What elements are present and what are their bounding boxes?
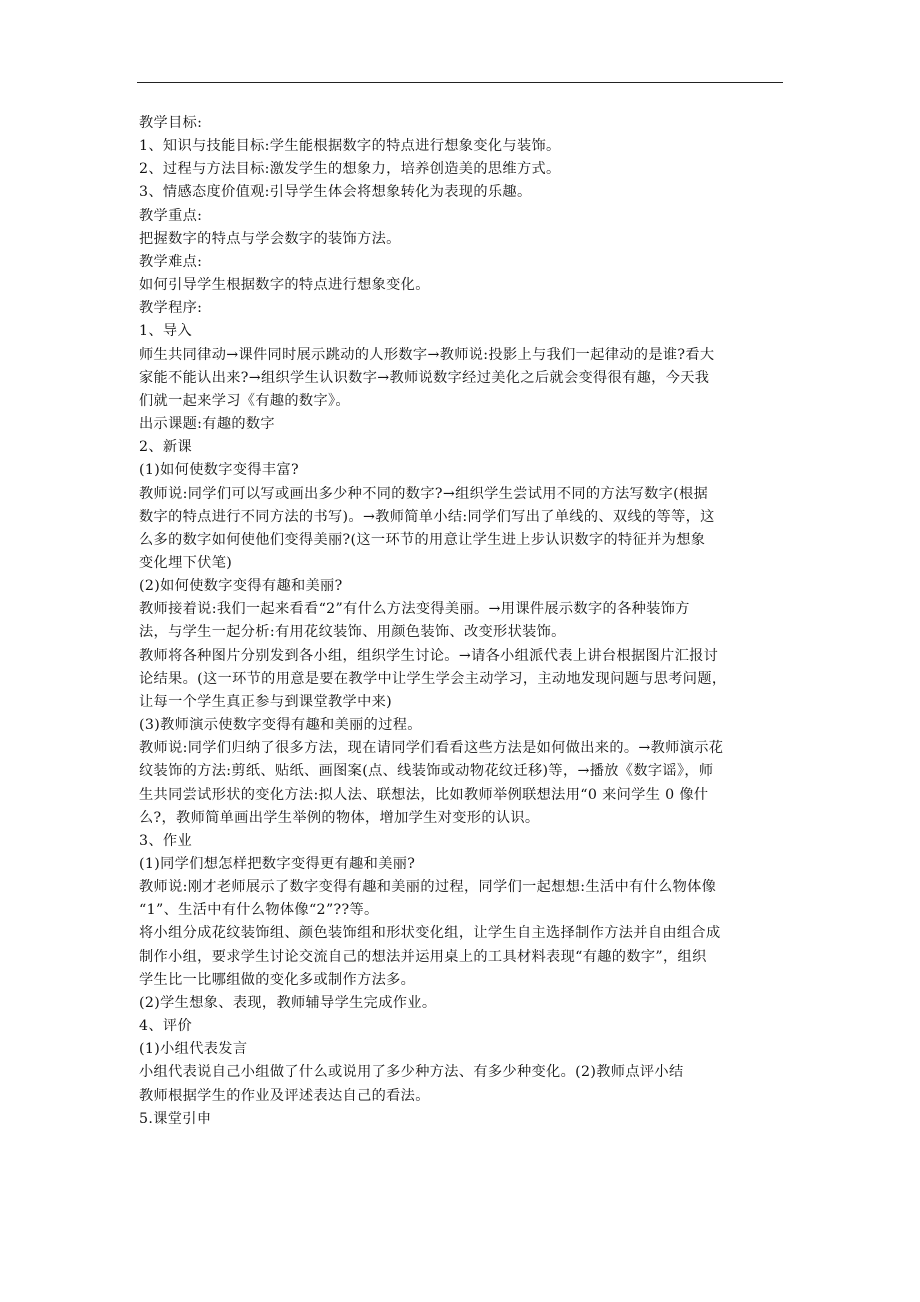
text-line: (2)如何使数字变得有趣和美丽?	[139, 578, 343, 595]
text-line: 把握数字的特点与学会数字的装饰方法。	[139, 230, 401, 247]
text-line: 1、知识与技能目标:学生能根据数字的特点进行想象变化与装饰。	[139, 138, 561, 155]
text-line: 将小组分成花纹装饰组、颜色装饰组和形状变化组，让学生自主选择制作方法并自由组合成	[139, 925, 721, 942]
text-line: 教师根据学生的作业及评述表达自己的看法。	[139, 1087, 430, 1104]
text-line: 如何引导学生根据数字的特点进行想象变化。	[139, 277, 430, 294]
text-line: 学生比一比哪组做的变化多或制作方法多。	[139, 971, 416, 988]
text-line: 教学重点:	[139, 207, 203, 224]
text-line: 教师说:刚才老师展示了数字变得有趣和美丽的过程，同学们一起想想:生活中有什么物体像	[139, 879, 717, 896]
text-line: 4、评价	[139, 1018, 192, 1035]
text-line: 家能不能认出来?→组织学生认识数字→教师说数字经过美化之后就会变得很有趣，今天我	[139, 369, 710, 386]
text-line: 教师说:同学们可以写或画出多少种不同的数字?→组织学生尝试用不同的方法写数字(根据	[139, 485, 709, 502]
text-line: 2、新课	[139, 439, 192, 456]
text-line: (3)教师演示使数字变得有趣和美丽的过程。	[139, 717, 422, 734]
text-line: 么?，教师简单画出学生举例的物体，增加学生对变形的认识。	[139, 809, 540, 826]
text-line: 教学程序:	[139, 300, 203, 317]
text-line: 教学难点:	[139, 253, 203, 270]
text-line: 制作小组，要求学生讨论交流自己的想法并运用桌上的工具材料表现“有趣的数字”，组织	[139, 948, 707, 965]
text-line: 师生共同律动→课件同时展示跳动的人形数字→教师说:投影上与我们一起律动的是谁?看大	[139, 346, 715, 363]
text-line: (2)学生想象、表现，教师辅导学生完成作业。	[139, 994, 437, 1011]
document-body	[139, 112, 789, 1131]
text-line: (1)如何使数字变得丰富?	[139, 462, 299, 479]
text-line: 数字的特点进行不同方法的书写)。→教师简单小结:同学们写出了单线的、双线的等等，这	[139, 508, 715, 525]
text-line: “1”、生活中有什么物体像“2”??等。	[139, 902, 379, 919]
text-line: 教师将各种图片分别发到各小组，组织学生讨论。→请各小组派代表上讲台根据图片汇报讨	[139, 647, 719, 664]
text-line: 5.课堂引申	[139, 1110, 212, 1127]
text-line: 出示课题:有趣的数字	[139, 416, 275, 433]
text-line: 纹装饰的方法:剪纸、贴纸、画图案(点、线装饰或动物花纹迁移)等，→播放《数字谣》，师	[139, 763, 714, 780]
text-line: 教师说:同学们归纳了很多方法，现在请同学们看看这些方法是如何做出来的。→教师演示花	[139, 740, 724, 757]
text-line: 法，与学生一起分析:有用花纹装饰、用颜色装饰、改变形状装饰。	[139, 624, 566, 641]
text-line: 1、导入	[139, 323, 192, 340]
header-rule	[137, 82, 783, 83]
text-line: 变化埋下伏笔)	[139, 554, 233, 571]
text-line: 教学目标:	[139, 115, 203, 131]
text-line: 教师接着说:我们一起来看看“2”有什么方法变得美丽。→用课件展示数字的各种装饰方	[139, 601, 690, 618]
text-line: 3、情感态度价值观:引导学生体会将想象转化为表现的乐趣。	[139, 184, 532, 201]
text-line: 论结果。(这一环节的用意是要在教学中让学生学会主动学习，主动地发现问题与思考问题，	[139, 670, 727, 687]
text-line: (1)小组代表发言	[139, 1041, 248, 1058]
text-line: 3、作业	[139, 832, 192, 849]
text-line: 让每一个学生真正参与到课堂教学中来)	[139, 693, 393, 710]
text-line: 生共同尝试形状的变化方法:拟人法、联想法，比如教师举例联想法用“0 来问学生 0 像什	[139, 786, 709, 803]
text-line: 2、过程与方法目标:激发学生的想象力，培养创造美的思维方式。	[139, 161, 561, 178]
text-line: (1)同学们想怎样把数字变得更有趣和美丽?	[139, 856, 416, 872]
text-line: 么多的数字如何使他们变得美丽?(这一环节的用意让学生进上步认识数字的特征并为想象	[139, 531, 706, 548]
text-line: 小组代表说自己小组做了什么或说用了多少种方法、有多少种变化。(2)教师点评小结	[139, 1064, 684, 1081]
text-line: 们就一起来学习《有趣的数字》。	[139, 392, 350, 409]
